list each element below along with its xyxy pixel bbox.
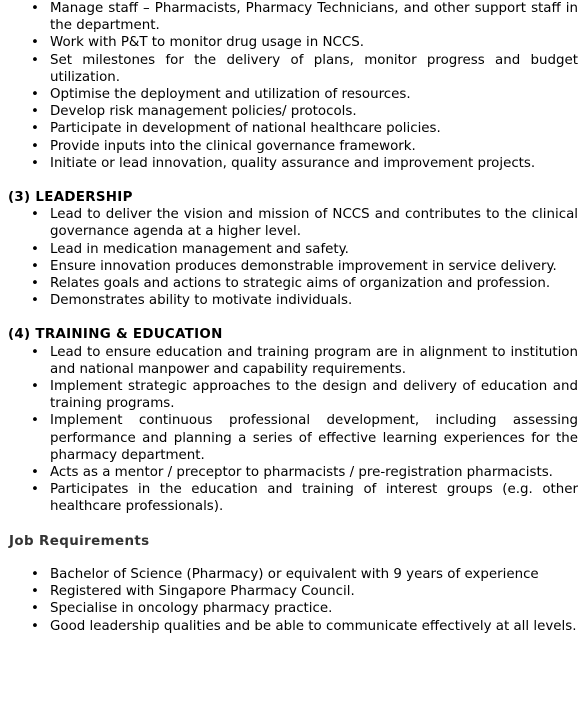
- list-item-text: Ensure innovation produces demonstrable improvement in service delivery.: [50, 258, 557, 274]
- list-item: [0, 0, 583, 34]
- bullet-icon: •: [31, 155, 39, 171]
- bullet-icon: •: [31, 1, 39, 16]
- bullet-icon: •: [31, 104, 39, 120]
- leadership-heading: (3) LEADERSHIP: [8, 190, 133, 206]
- list-item: [0, 155, 583, 172]
- bullet-icon: •: [31, 601, 39, 617]
- bullet-icon: •: [31, 52, 39, 68]
- list-item-text: Work with P&T to monitor drug usage in NCCS.: [50, 35, 364, 51]
- list-item: [0, 618, 583, 635]
- list-item: [0, 344, 583, 378]
- list-item: [0, 206, 583, 240]
- bullet-icon: •: [31, 482, 39, 498]
- list-item-text: Relates goals and actions to strategic aims of organization and profession.: [50, 276, 551, 292]
- bullet-icon: •: [31, 87, 39, 103]
- bullet-icon: •: [31, 258, 39, 274]
- list-item: [0, 275, 583, 292]
- list-item-text: Set milestones for the delivery of plans, monitor progress and budget utilization.: [50, 52, 578, 85]
- bullet-icon: •: [31, 379, 39, 395]
- bullet-icon: •: [31, 35, 39, 51]
- list-item: [0, 258, 583, 275]
- list-item: [0, 464, 583, 481]
- list-item: [0, 103, 583, 120]
- list-item-text: Develop risk management policies/ protocols.: [50, 104, 357, 120]
- bullet-icon: •: [31, 584, 39, 600]
- list-item: [0, 600, 583, 617]
- training-education-heading: (4) TRAINING & EDUCATION: [8, 327, 223, 343]
- list-item-text: Registered with Singapore Pharmacy Council.: [50, 584, 355, 600]
- list-item-text: Specialise in oncology pharmacy practice.: [50, 601, 333, 617]
- list-item: [0, 138, 583, 155]
- responsibilities-list: [0, 0, 583, 172]
- bullet-icon: •: [31, 465, 39, 481]
- list-item-text: Participate in development of national healthcare policies.: [50, 121, 441, 137]
- list-item: [0, 481, 583, 515]
- bullet-icon: •: [31, 207, 39, 223]
- list-item-text: Bachelor of Science (Pharmacy) or equivalent with 9 years of experience: [50, 566, 539, 582]
- list-item-text: Lead to ensure education and training program are in alignment to institution and national manpower and capability requirements.: [50, 344, 578, 377]
- job-requirements-list: [0, 566, 583, 635]
- bullet-icon: •: [31, 293, 39, 309]
- list-item-text: Manage staff – Pharmacists, Pharmacy Technicians, and other support staff in the department.: [50, 1, 578, 34]
- list-item-text: Acts as a mentor / preceptor to pharmacists / pre-registration pharmacists.: [50, 465, 553, 481]
- list-item: [0, 583, 583, 600]
- bullet-icon: •: [31, 241, 39, 257]
- list-item: [0, 241, 583, 258]
- list-item-text: Good leadership qualities and be able to communicate effectively at all levels.: [50, 618, 577, 634]
- list-item-text: Implement continuous professional development, including assessing performance and planning a series of effective learning experiences for the pharmacy department.: [50, 413, 578, 463]
- list-item-text: Demonstrates ability to motivate individuals.: [50, 293, 353, 309]
- bullet-icon: •: [31, 566, 39, 582]
- list-item: [0, 566, 583, 583]
- bullet-icon: •: [31, 276, 39, 292]
- bullet-icon: •: [31, 344, 39, 360]
- list-item: [0, 120, 583, 137]
- list-item: [0, 34, 583, 51]
- list-item-text: Lead in medication management and safety.: [50, 241, 349, 257]
- list-item-text: Provide inputs into the clinical governance framework.: [50, 138, 416, 154]
- list-item: [0, 86, 583, 103]
- training-education-list: [0, 344, 583, 516]
- list-item-text: Lead to deliver the vision and mission of NCCS and contributes to the clinical governance agenda at a higher level.: [50, 207, 578, 240]
- list-item: [0, 52, 583, 86]
- job-requirements-heading: Job Requirements: [9, 533, 150, 549]
- list-item: [0, 412, 583, 464]
- list-item-text: Initiate or lead innovation, quality assurance and improvement projects.: [50, 155, 536, 171]
- list-item: [0, 292, 583, 309]
- bullet-icon: •: [31, 413, 39, 429]
- list-item-text: Participates in the education and training of interest groups (e.g. other healthcare professionals).: [50, 482, 578, 515]
- list-item: [0, 378, 583, 412]
- list-item-text: Optimise the deployment and utilization of resources.: [50, 87, 411, 103]
- bullet-icon: •: [31, 121, 39, 137]
- leadership-list: [0, 206, 583, 309]
- bullet-icon: •: [31, 138, 39, 154]
- list-item-text: Implement strategic approaches to the design and delivery of education and training programs.: [50, 379, 578, 412]
- bullet-icon: •: [31, 618, 39, 634]
